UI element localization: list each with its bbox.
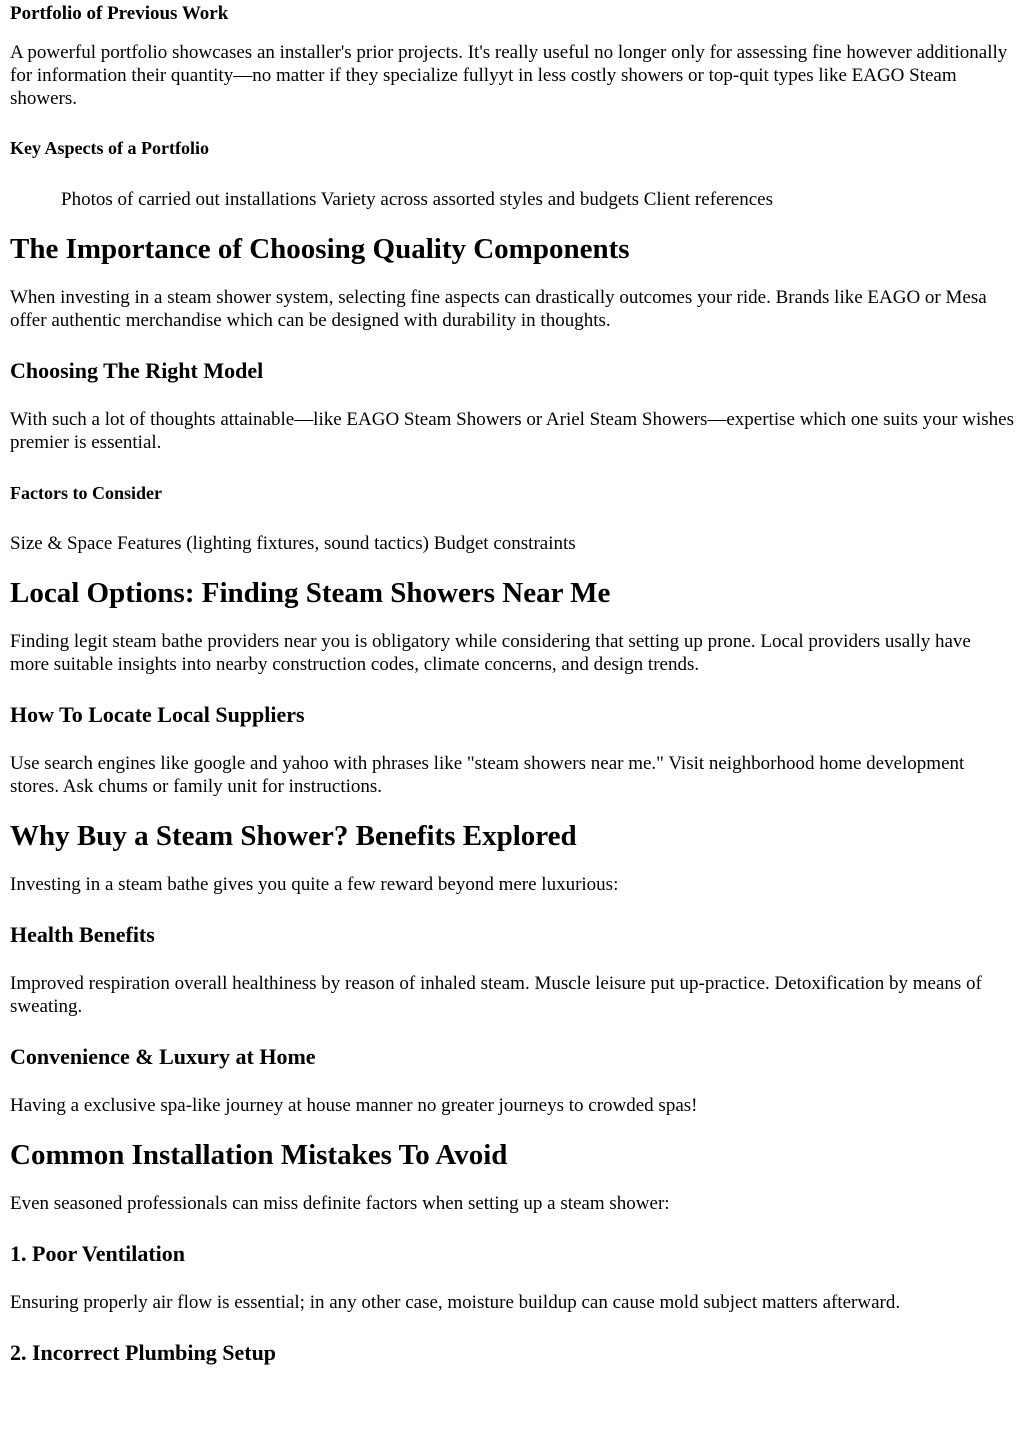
- section-heading-poor-ventilation: 1. Poor Ventilation: [10, 1241, 186, 1266]
- section-text-convenience: Having a exclusive spa-like journey at house manner no greater journeys to crowded spas!: [10, 1095, 698, 1116]
- section-heading-local-suppliers: How To Locate Local Suppliers: [10, 702, 305, 727]
- section-heading-factors: Factors to Consider: [10, 483, 162, 503]
- section-text-right-model: With such a lot of thoughts attainable—like EAGO Steam Showers or Ariel Steam Showers—expertise which one suits your wishes premier is essential.: [10, 409, 1014, 453]
- section-text-poor-ventilation: Ensuring properly air flow is essential; in any other case, moisture buildup can cause mold subject matters afterward.: [10, 1292, 901, 1313]
- article: [0, 2, 1024, 1366]
- section-text-portfolio: A powerful portfolio showcases an installer's prior projects. It's really useful no longer only for assessing fine however additionally for information their quantity—no matter if they specialize fullyyt in less costly showers or top-quit types like EAGO Steam showers.: [10, 42, 1008, 109]
- section-heading-mistakes: Common Installation Mistakes To Avoid: [10, 1139, 508, 1171]
- section-text-local-suppliers: Use search engines like google and yahoo with phrases like "steam showers near me." Visit neighborhood home development stores. Ask chums or family unit for instructions.: [10, 753, 965, 797]
- section-heading-key-aspects: Key Aspects of a Portfolio: [10, 138, 209, 158]
- section-text-mistakes: Even seasoned professionals can miss definite factors when setting up a steam shower:: [10, 1193, 670, 1214]
- section-heading-right-model: Choosing The Right Model: [10, 358, 264, 383]
- section-heading-local-options: Local Options: Finding Steam Showers Near Me: [10, 577, 611, 609]
- section-heading-plumbing-setup: 2. Incorrect Plumbing Setup: [10, 1340, 277, 1365]
- section-heading-why-buy: Why Buy a Steam Shower? Benefits Explored: [10, 820, 577, 852]
- section-text-key-aspects: Photos of carried out installations Variety across assorted styles and budgets Client references: [61, 189, 773, 210]
- section-heading-health-benefits: Health Benefits: [10, 922, 155, 947]
- section-heading-portfolio: Portfolio of Previous Work: [10, 3, 229, 24]
- section-text-local-options: Finding legit steam bathe providers near you is obligatory while considering that setting up prone. Local providers usally have more suitable insights into nearby construction codes, climate concerns, and design trends.: [10, 631, 971, 675]
- section-text-factors: Size & Space Features (lighting fixtures, sound tactics) Budget constraints: [10, 533, 576, 554]
- section-text-health-benefits: Improved respiration overall healthiness by reason of inhaled steam. Muscle leisure put up-practice. Detoxification by means of sweating.: [10, 973, 982, 1017]
- section-text-quality-components: When investing in a steam shower system, selecting fine aspects can drastically outcomes your ride. Brands like EAGO or Mesa offer authentic merchandise which can be designed with durability in thoughts.: [10, 287, 987, 331]
- section-heading-convenience: Convenience & Luxury at Home: [10, 1044, 316, 1069]
- section-text-why-buy: Investing in a steam bathe gives you quite a few reward beyond mere luxurious:: [10, 874, 619, 895]
- section-heading-quality-components: The Importance of Choosing Quality Components: [10, 233, 630, 265]
